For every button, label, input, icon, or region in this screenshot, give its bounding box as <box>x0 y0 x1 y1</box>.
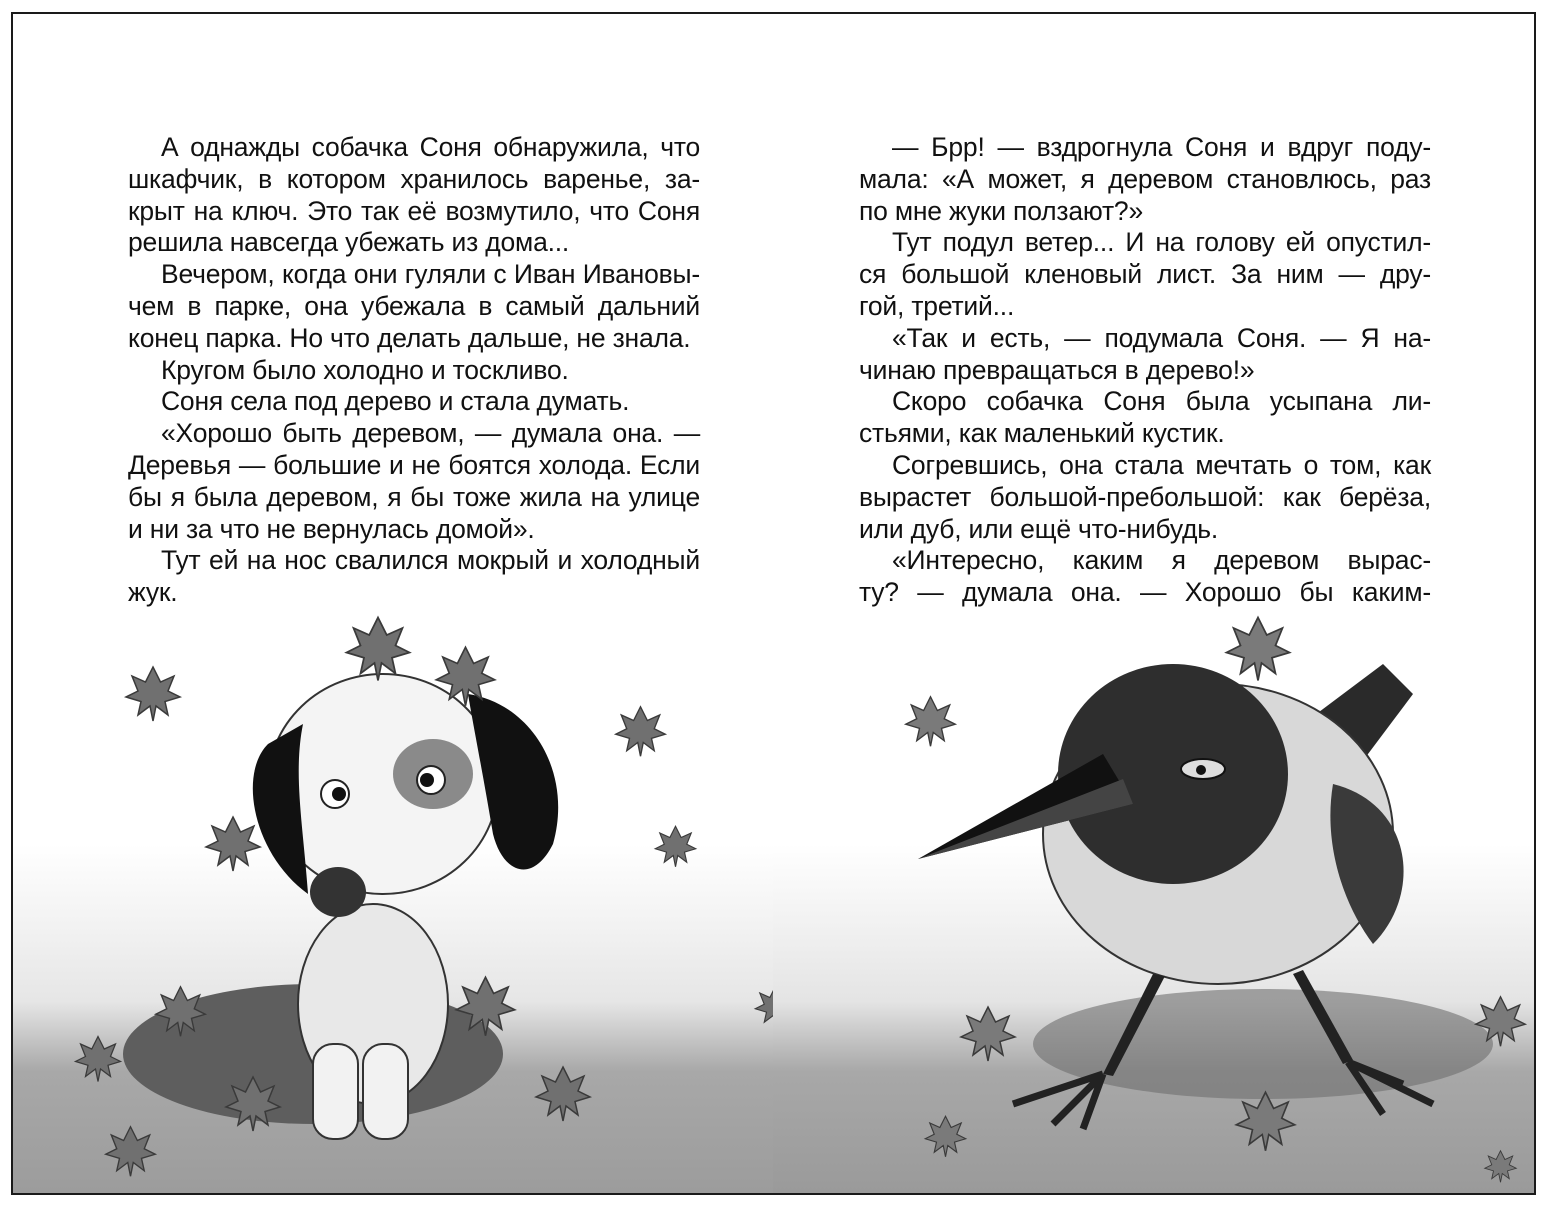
right-page-text <box>859 132 1431 609</box>
text-line: Вечером, когда они гуляли с Иван Ивановы- <box>161 259 700 290</box>
text-line: и ни за что не вернулась домой». <box>128 513 535 544</box>
text-line: крыт на ключ. Это так её возмутило, что Соня <box>128 195 700 226</box>
text-line: решила навсегда убежать из дома... <box>128 227 570 258</box>
text-line: чем в парке, она убежала в самый дальний <box>128 290 700 321</box>
text-line: «Так и есть, — подумала Соня. — Я на- <box>892 322 1431 353</box>
text-line: стьями, как маленький кустик. <box>859 418 1225 449</box>
text-line: шкафчик, в котором хранилось варенье, за- <box>128 163 700 194</box>
text-line: гой, третий... <box>859 290 1015 321</box>
text-line: «Хорошо быть деревом, — думала она. — <box>161 418 700 449</box>
puppy-in-leaves-illustration <box>13 604 773 1194</box>
text-line: ся большой кленовый лист. За ним — дру- <box>859 259 1431 290</box>
text-line: Деревья — большие и не боятся холода. Если <box>128 449 700 480</box>
text-line: жук. <box>128 577 178 608</box>
text-line: Согревшись, она стала мечтать о том, как <box>892 449 1431 480</box>
text-line: Кругом было холодно и тоскливо. <box>161 354 569 385</box>
text-line: Тут ей на нос свалился мокрый и холодный <box>161 545 700 576</box>
text-line: чинаю превращаться в дерево!» <box>859 354 1255 385</box>
text-line: Соня села под дерево и стала думать. <box>161 386 630 417</box>
text-line: Тут подул ветер... И на голову ей опустил- <box>892 227 1431 258</box>
book-spread-frame <box>11 12 1536 1195</box>
text-line: бы я была деревом, я бы тоже жила на улице <box>128 481 700 512</box>
text-line: — Брр! — вздрогнула Соня и вдруг поду- <box>892 132 1431 162</box>
text-line: Скоро собачка Соня была усыпана ли- <box>892 386 1431 417</box>
text-line: «Интересно, каким я деревом вырас- <box>892 545 1431 576</box>
text-line: конец парка. Но что делать дальше, не знала. <box>128 322 691 353</box>
crow-illustration <box>773 604 1536 1194</box>
text-line: А однажды собачка Соня обнаружила, что <box>161 132 700 162</box>
text-line: вырастет большой-пребольшой: как берёза, <box>859 481 1431 512</box>
left-page-text <box>128 132 700 609</box>
text-line: мала: «А может, я деревом становлюсь, раз <box>859 163 1431 194</box>
text-line: по мне жуки ползают?» <box>859 195 1144 226</box>
text-line: или дуб, или ещё что-нибудь. <box>859 513 1219 544</box>
text-line: ту? — думала она. — Хорошо бы каким- <box>859 577 1431 608</box>
